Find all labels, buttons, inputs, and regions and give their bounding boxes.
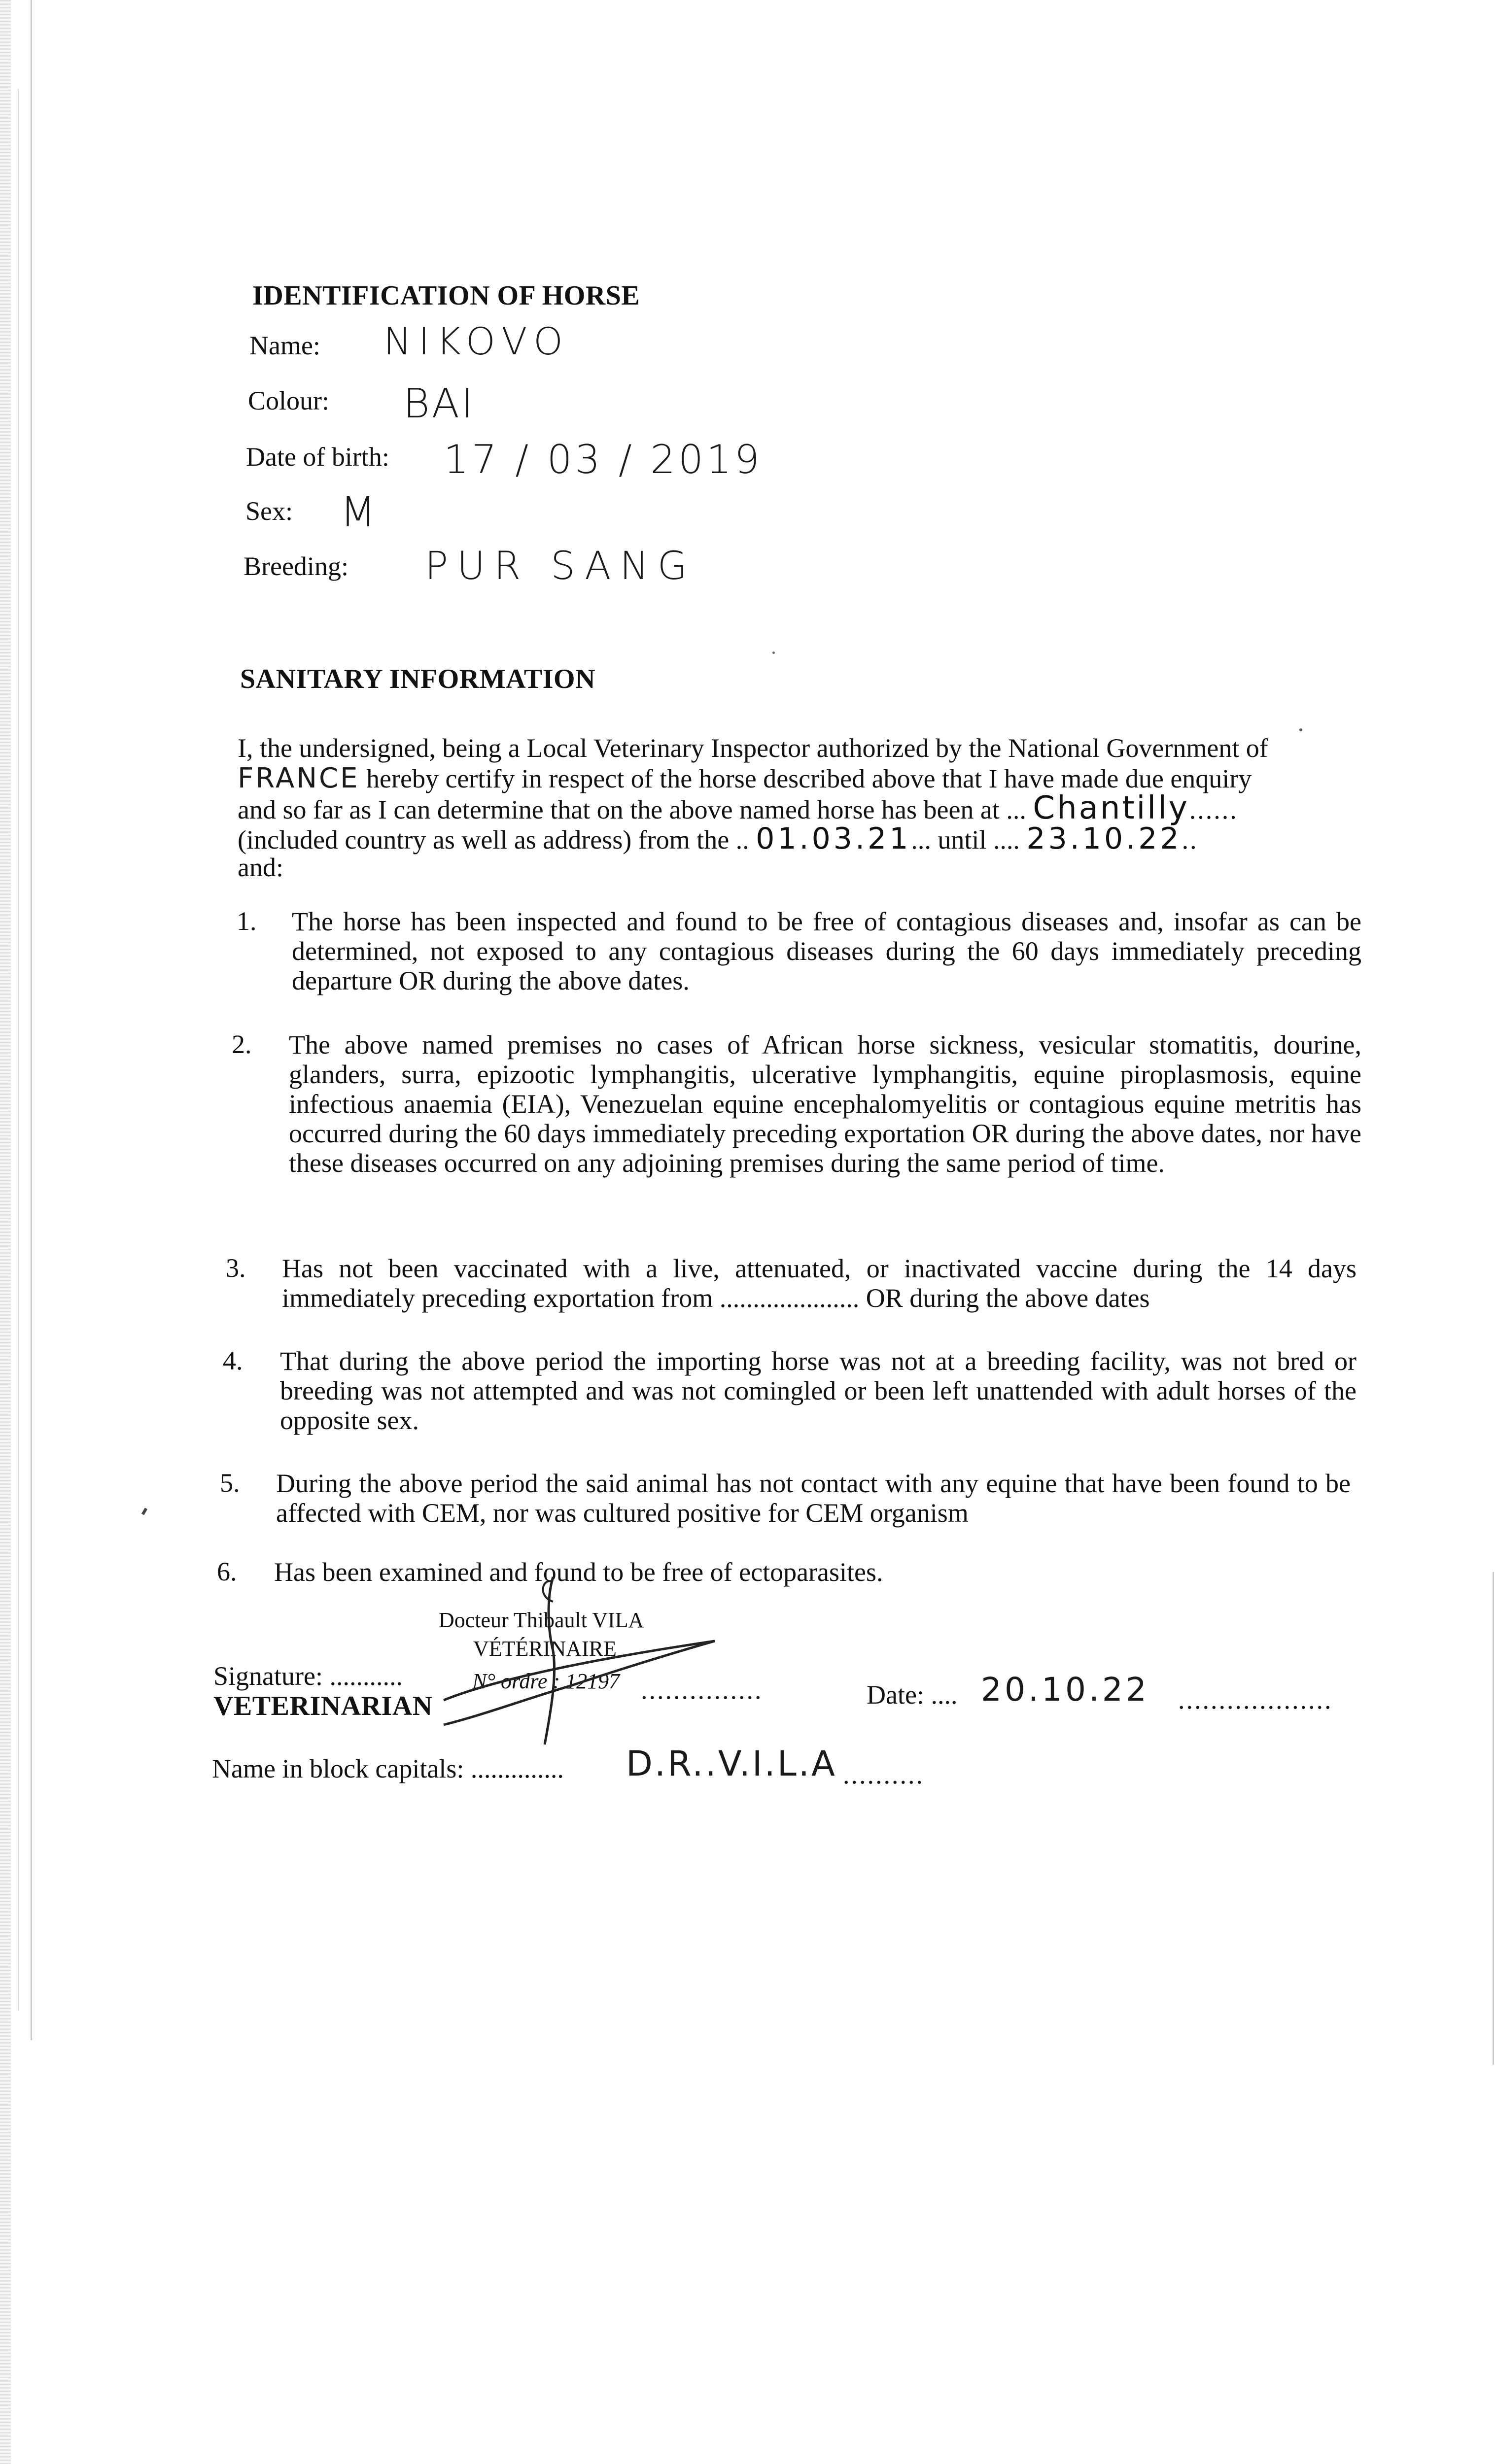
scan-speck [141, 1507, 147, 1515]
item-1-text: The horse has been inspected and found to be free of contagious diseases and, insofar as can be determined, not exposed to any contagious diseases during the 60 days immediately preceding departure OR during the above dates. [292, 907, 1361, 995]
scan-speck [1299, 728, 1302, 731]
sanitary-line-3: and so far as I can determine that on the above named horse has been at ... Chantilly...... [238, 790, 1238, 826]
scan-speck [772, 651, 775, 654]
sanitary-line-4-text: (included country as well as address) from the .. [238, 825, 749, 855]
sanitary-line-1: I, the undersigned, being a Local Veterinary Inspector authorized by the National Government of [238, 733, 1268, 763]
sanitary-line-3-text: and so far as I can determine that on the above named horse has been at ... [238, 795, 1026, 824]
sanitary-heading: SANITARY INFORMATION [240, 664, 596, 694]
dob-value: 17 / 03 / 2019 [444, 437, 763, 482]
item-5-number: 5. [220, 1468, 240, 1498]
until-date-value: 23.10.22 [1026, 821, 1182, 856]
signature-label: Signature: ........... [213, 1661, 403, 1691]
name-label: Name: [249, 331, 320, 360]
item-1-number: 1. [237, 906, 257, 936]
breeding-label: Breeding: [244, 551, 348, 581]
name-value: NIKOVO [383, 319, 570, 363]
veterinarian-label: VETERINARIAN [213, 1691, 433, 1721]
block-caps-dots: .......... [843, 1760, 924, 1789]
location-value: Chantilly [1033, 790, 1189, 826]
colour-label: Colour: [248, 386, 330, 415]
stamp-order-number: N° ordre : 12197 [472, 1669, 620, 1693]
item-2-number: 2. [232, 1029, 252, 1059]
item-4-text: That during the above period the importing horse was not at a breeding facility, was not bred or breeding was not attempted and was not comingled or been left unattended with adult horses of the opposite sex. [280, 1346, 1357, 1435]
identification-heading: IDENTIFICATION OF HORSE [252, 280, 640, 311]
sanitary-line-5: and: [238, 853, 283, 882]
sanitary-line-2-text: hereby certify in respect of the horse described above that I have made due enquiry [366, 764, 1252, 793]
signature-dots: ............... [641, 1675, 763, 1705]
block-caps-label: Name in block capitals: .............. [212, 1754, 564, 1783]
country-value: FRANCE [238, 762, 360, 794]
breeding-value: PUR SANG [425, 544, 696, 588]
item-6-number: 6. [217, 1557, 237, 1586]
stamp-doctor-name: Docteur Thibault VILA [439, 1608, 644, 1632]
item-2-text: The above named premises no cases of African horse sickness, vesicular stomatitis, dourine, glanders, surra, epizootic lymphangitis, ulcerative lymphangitis, equine piroplasmosis, equine infectious anaemia (EIA), Venezuelan equine encephalomyelitis or contagious equine metritis has occurred during the 60 days immediately preceding exportation OR during the above dates, nor have these diseases occurred on any adjoining premises during the same period of time. [289, 1030, 1361, 1178]
sex-label: Sex: [245, 496, 293, 526]
item-3-text: Has not been vaccinated with a live, attenuated, or inactivated vaccine during the 14 days immediately preceding exportation from ..................... OR during the above dates [282, 1254, 1357, 1313]
item-6-text: Has been examined and found to be free of ectoparasites. [274, 1557, 883, 1587]
date-dots: ................... [1178, 1685, 1333, 1714]
handwritten-signature-icon [424, 1567, 730, 1754]
from-date-value: 01.03.21 [756, 821, 911, 856]
item-3-number: 3. [226, 1253, 246, 1283]
stamp-title: VÉTÉRINAIRE [473, 1637, 617, 1661]
sanitary-line-2 [238, 764, 1366, 793]
sex-value: M [340, 488, 383, 536]
dob-label: Date of birth: [246, 442, 389, 472]
item-5-text: During the above period the said animal has not contact with any equine that have been found to be affected with CEM, nor was cultured positive for CEM organism [276, 1469, 1351, 1528]
sanitary-line-4: (included country as well as address) from the .. 01.03.21... until .... 23.10.22.. [238, 821, 1198, 856]
date-label: Date: .... [867, 1680, 958, 1710]
until-label: until .... [938, 825, 1020, 855]
date-value: 20.10.22 [981, 1671, 1149, 1709]
colour-value: BAI [403, 380, 475, 427]
item-4-number: 4. [223, 1346, 243, 1375]
block-caps-value: D.R..V.I.L.A [626, 1744, 837, 1784]
